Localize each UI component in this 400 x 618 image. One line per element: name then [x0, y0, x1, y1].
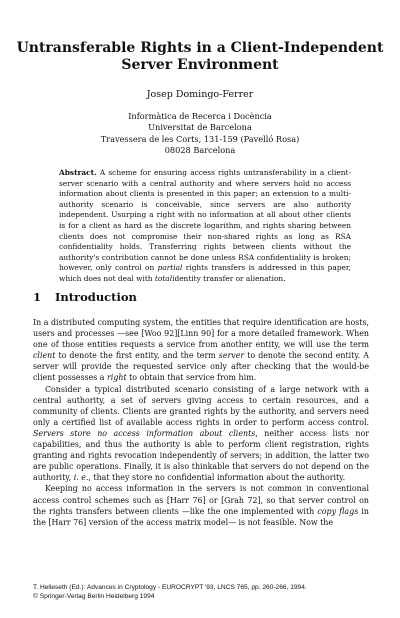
affiliation-line-4: 08028 Barcelona — [164, 145, 236, 156]
abstract-text-a: A scheme for ensuring access rights untransferability in a client-server scenario with a central authority and where servers hold no access information about clients is presented in this paper; an extension to a multi-authority scenario is conceivable, since servers are also authority independent. Usurping a right with no information at all about other clients is for a client as hard as the discrete logarithm, and rights sharing between clients does not compromise their non-shared rights as long as RSA confidentiality holds. Transferring rights between clients without the authority's contribution cannot be done unless RSA confidentiality is broken; however, only control on — [59, 168, 351, 273]
affiliation-line-1: Informàtica de Recerca i Docència — [128, 111, 272, 121]
title-line-1: Untransferable Rights in a Client-Independent — [16, 40, 384, 56]
p3-text-b: in the [Harr 76] version of the access matrix model— is not feasible. Now the — [33, 506, 369, 527]
p2-em-servers: Servers store no access information about clients — [33, 428, 256, 438]
author-name: Josep Domingo-Ferrer — [146, 89, 254, 100]
p2-text-a: Consider a typical distributed scenario consisting of a large network with a central authority, a set of servers giving access to certain resources, and a community of clients. Clients are granted rights by the authority, and servers need only a certified list of available access rights in order to perform access control. — [33, 384, 369, 427]
p1-text-c: to denote the second entity. A server will provide the requested service only after checking that the would-be client possesses a — [33, 351, 369, 383]
p1-em-server: server — [218, 351, 245, 361]
title-line-2: Server Environment — [121, 57, 279, 73]
body-text — [33, 317, 369, 528]
p2-text-c: , that they store no confidential information about the authority. — [88, 473, 346, 483]
affiliation — [0, 111, 400, 157]
abstract-em-total: total — [154, 273, 173, 283]
section-number: 1 — [33, 290, 42, 304]
abstract-text-c: identity transfer or alienation. — [172, 273, 286, 283]
affiliation-line-2: Universitat de Barcelona — [148, 122, 252, 133]
footer-citation: T. Helleseth (Ed.): Advances in Cryptology - EUROCRYPT '93, LNCS 765, pp. 260-266, 1994. — [33, 584, 307, 591]
p1-text-d: to obtain that service from him. — [126, 373, 257, 383]
section-heading — [33, 290, 137, 304]
abstract-label: Abstract. — [59, 168, 97, 177]
p1-text-b: to denote the first entity, and the term — [55, 351, 219, 361]
paragraph-2 — [33, 384, 369, 484]
paragraph-1 — [33, 317, 369, 384]
p1-text-a: In a distributed computing system, the entities that require identification are hosts, users and processes —see [Woo 92][Linn 90] for a more detailed framework. When one of those entities requests a service from another entity, we will use the term — [33, 318, 369, 350]
abstract-text-b: rights transfers is addressed in this paper, which does not deal with — [59, 263, 351, 283]
paragraph-3 — [33, 483, 369, 527]
p3-text-a: Keeping no access information in the servers is not common in conventional access control schemes such as [Harr 76] or [Grah 72], so that server control on the rights transfers between clients —like the one implemented with — [33, 484, 369, 516]
p1-em-client: client — [33, 351, 56, 361]
section-title: Introduction — [55, 290, 137, 304]
p3-em-copy-flags: copy flags — [317, 506, 359, 516]
publication-footer — [33, 583, 307, 601]
p2-text-b: , neither access lists nor capabilities, and thus the authority is able to perform client registration, rights granting and rights revocation independently of servers; in addition, the latter two are public operations. Finally, it is also thinkable that servers do not depend on the authority, — [33, 428, 369, 483]
affiliation-line-3: Travessera de les Corts, 131-159 (Pavelló Rosa) — [100, 133, 300, 144]
p2-em-ie: i. e. — [73, 473, 89, 483]
p1-em-right: right — [107, 373, 127, 383]
footer-copyright: © Springer-Verlag Berlin Heidelberg 1994 — [33, 593, 155, 600]
paper-title — [0, 40, 400, 74]
abstract-em-partial: partial — [157, 263, 183, 273]
abstract — [59, 168, 351, 285]
